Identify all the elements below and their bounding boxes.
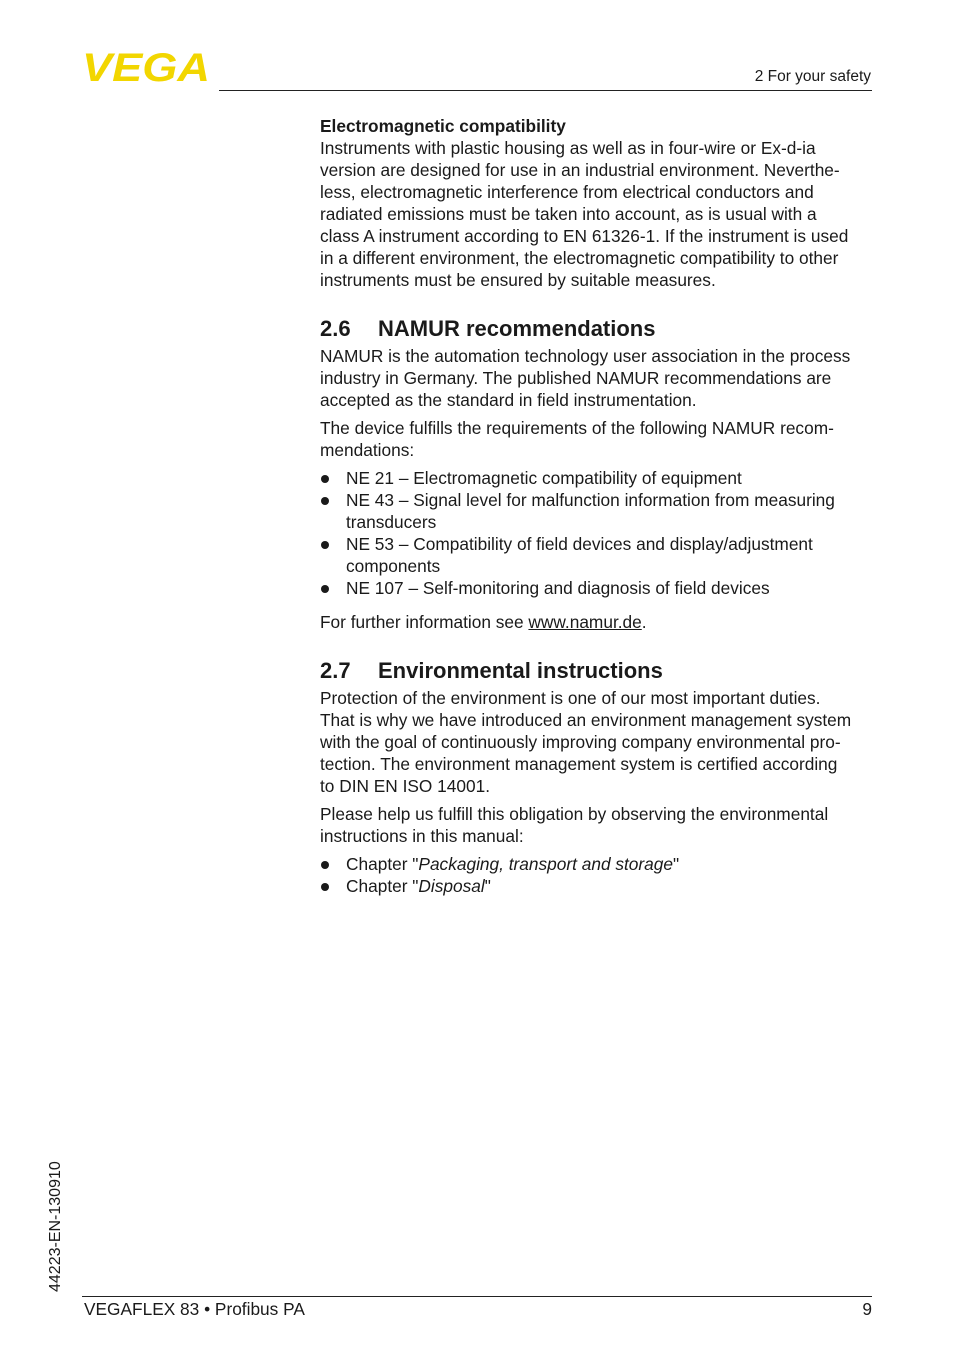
text-line: instructions in this manual: xyxy=(320,826,524,846)
text-line: to DIN EN ISO 14001. xyxy=(320,776,491,796)
main-content xyxy=(320,115,876,897)
list-item-text: " xyxy=(673,854,680,874)
vega-logo xyxy=(82,50,212,84)
text-line: class A instrument according to EN 61326-1. If the instrument is used xyxy=(320,226,849,246)
list-item xyxy=(320,577,876,599)
text-line: NAMUR is the automation technology user association in the process xyxy=(320,346,851,366)
text-line: less, electromagnetic interference from electrical conductors and xyxy=(320,182,814,202)
bullet-icon xyxy=(321,883,329,891)
list-item-text: NE 21 – Electromagnetic compatibility of equipment xyxy=(346,468,742,488)
bullet-icon xyxy=(321,585,329,593)
namur-paragraph-2 xyxy=(320,417,876,461)
text-line: mendations: xyxy=(320,440,415,460)
chapter-reference: Disposal xyxy=(418,876,485,896)
section-title: NAMUR recommendations xyxy=(378,316,656,341)
text-line: That is why we have introduced an environment management system xyxy=(320,710,852,730)
list-item-text: NE 107 – Self-monitoring and diagnosis of field devices xyxy=(346,578,770,598)
list-item xyxy=(320,875,876,897)
bullet-icon xyxy=(321,861,329,869)
env-paragraph-1 xyxy=(320,687,876,797)
namur-further-info xyxy=(320,611,876,633)
list-item-text: Chapter " xyxy=(346,854,419,874)
text-line: instruments must be ensured by suitable measures. xyxy=(320,270,716,290)
section-title: Environmental instructions xyxy=(378,658,663,683)
section-number: 2.6 xyxy=(320,316,351,341)
emc-title: Electromagnetic compatibility xyxy=(320,116,566,136)
further-info-text: For further information see xyxy=(320,612,529,632)
bullet-icon xyxy=(321,541,329,549)
text-line: The device fulfills the requirements of the following NAMUR recom- xyxy=(320,418,834,438)
list-item-text: transducers xyxy=(346,512,437,532)
section-number: 2.7 xyxy=(320,658,351,683)
footer-divider xyxy=(82,1296,872,1297)
page-number: 9 xyxy=(862,1299,872,1319)
further-info-suffix: . xyxy=(641,612,647,632)
text-line: Protection of the environment is one of our most important duties. xyxy=(320,688,821,708)
namur-list xyxy=(320,467,876,599)
list-item xyxy=(320,853,876,875)
text-line: industry in Germany. The published NAMUR recommendations are xyxy=(320,368,832,388)
footer-product: VEGAFLEX 83 • Profibus PA xyxy=(84,1299,305,1319)
text-line: Please help us fulfill this obligation by observing the environmental xyxy=(320,804,829,824)
chapter-reference: Packaging, transport and storage xyxy=(418,854,673,874)
logo-text: VEGA xyxy=(82,50,210,84)
text-line: accepted as the standard in field instrumentation. xyxy=(320,390,697,410)
text-line: tection. The environment management system is certified according xyxy=(320,754,838,774)
emc-paragraph xyxy=(320,137,876,291)
list-item-text: " xyxy=(484,876,491,896)
text-line: in a different environment, the electromagnetic compatibility to other xyxy=(320,248,839,268)
namur-link[interactable]: www.namur.de xyxy=(528,612,642,632)
list-item xyxy=(320,489,876,533)
list-item-text: NE 43 – Signal level for malfunction information from measuring xyxy=(346,490,835,510)
list-item xyxy=(320,533,876,577)
list-item xyxy=(320,467,876,489)
env-list xyxy=(320,853,876,897)
text-line: radiated emissions must be taken into account, as is usual with a xyxy=(320,204,817,224)
namur-paragraph-1 xyxy=(320,345,876,411)
list-item-text: NE 53 – Compatibility of field devices and display/adjustment xyxy=(346,534,813,554)
header-divider xyxy=(219,90,872,91)
text-line: version are designed for use in an industrial environment. Neverthe- xyxy=(320,160,840,180)
bullet-icon xyxy=(321,497,329,505)
running-header-section: 2 For your safety xyxy=(754,68,871,85)
bullet-icon xyxy=(321,475,329,483)
text-line: Instruments with plastic housing as well as in four-wire or Ex-d-ia xyxy=(320,138,816,158)
env-paragraph-2 xyxy=(320,803,876,847)
document-code: 44223-EN-130910 xyxy=(47,1161,64,1292)
list-item-text: components xyxy=(346,556,441,576)
env-heading xyxy=(320,657,876,685)
text-line: with the goal of continuously improving company environmental pro- xyxy=(320,732,841,752)
namur-heading xyxy=(320,315,876,343)
list-item-text: Chapter " xyxy=(346,876,419,896)
